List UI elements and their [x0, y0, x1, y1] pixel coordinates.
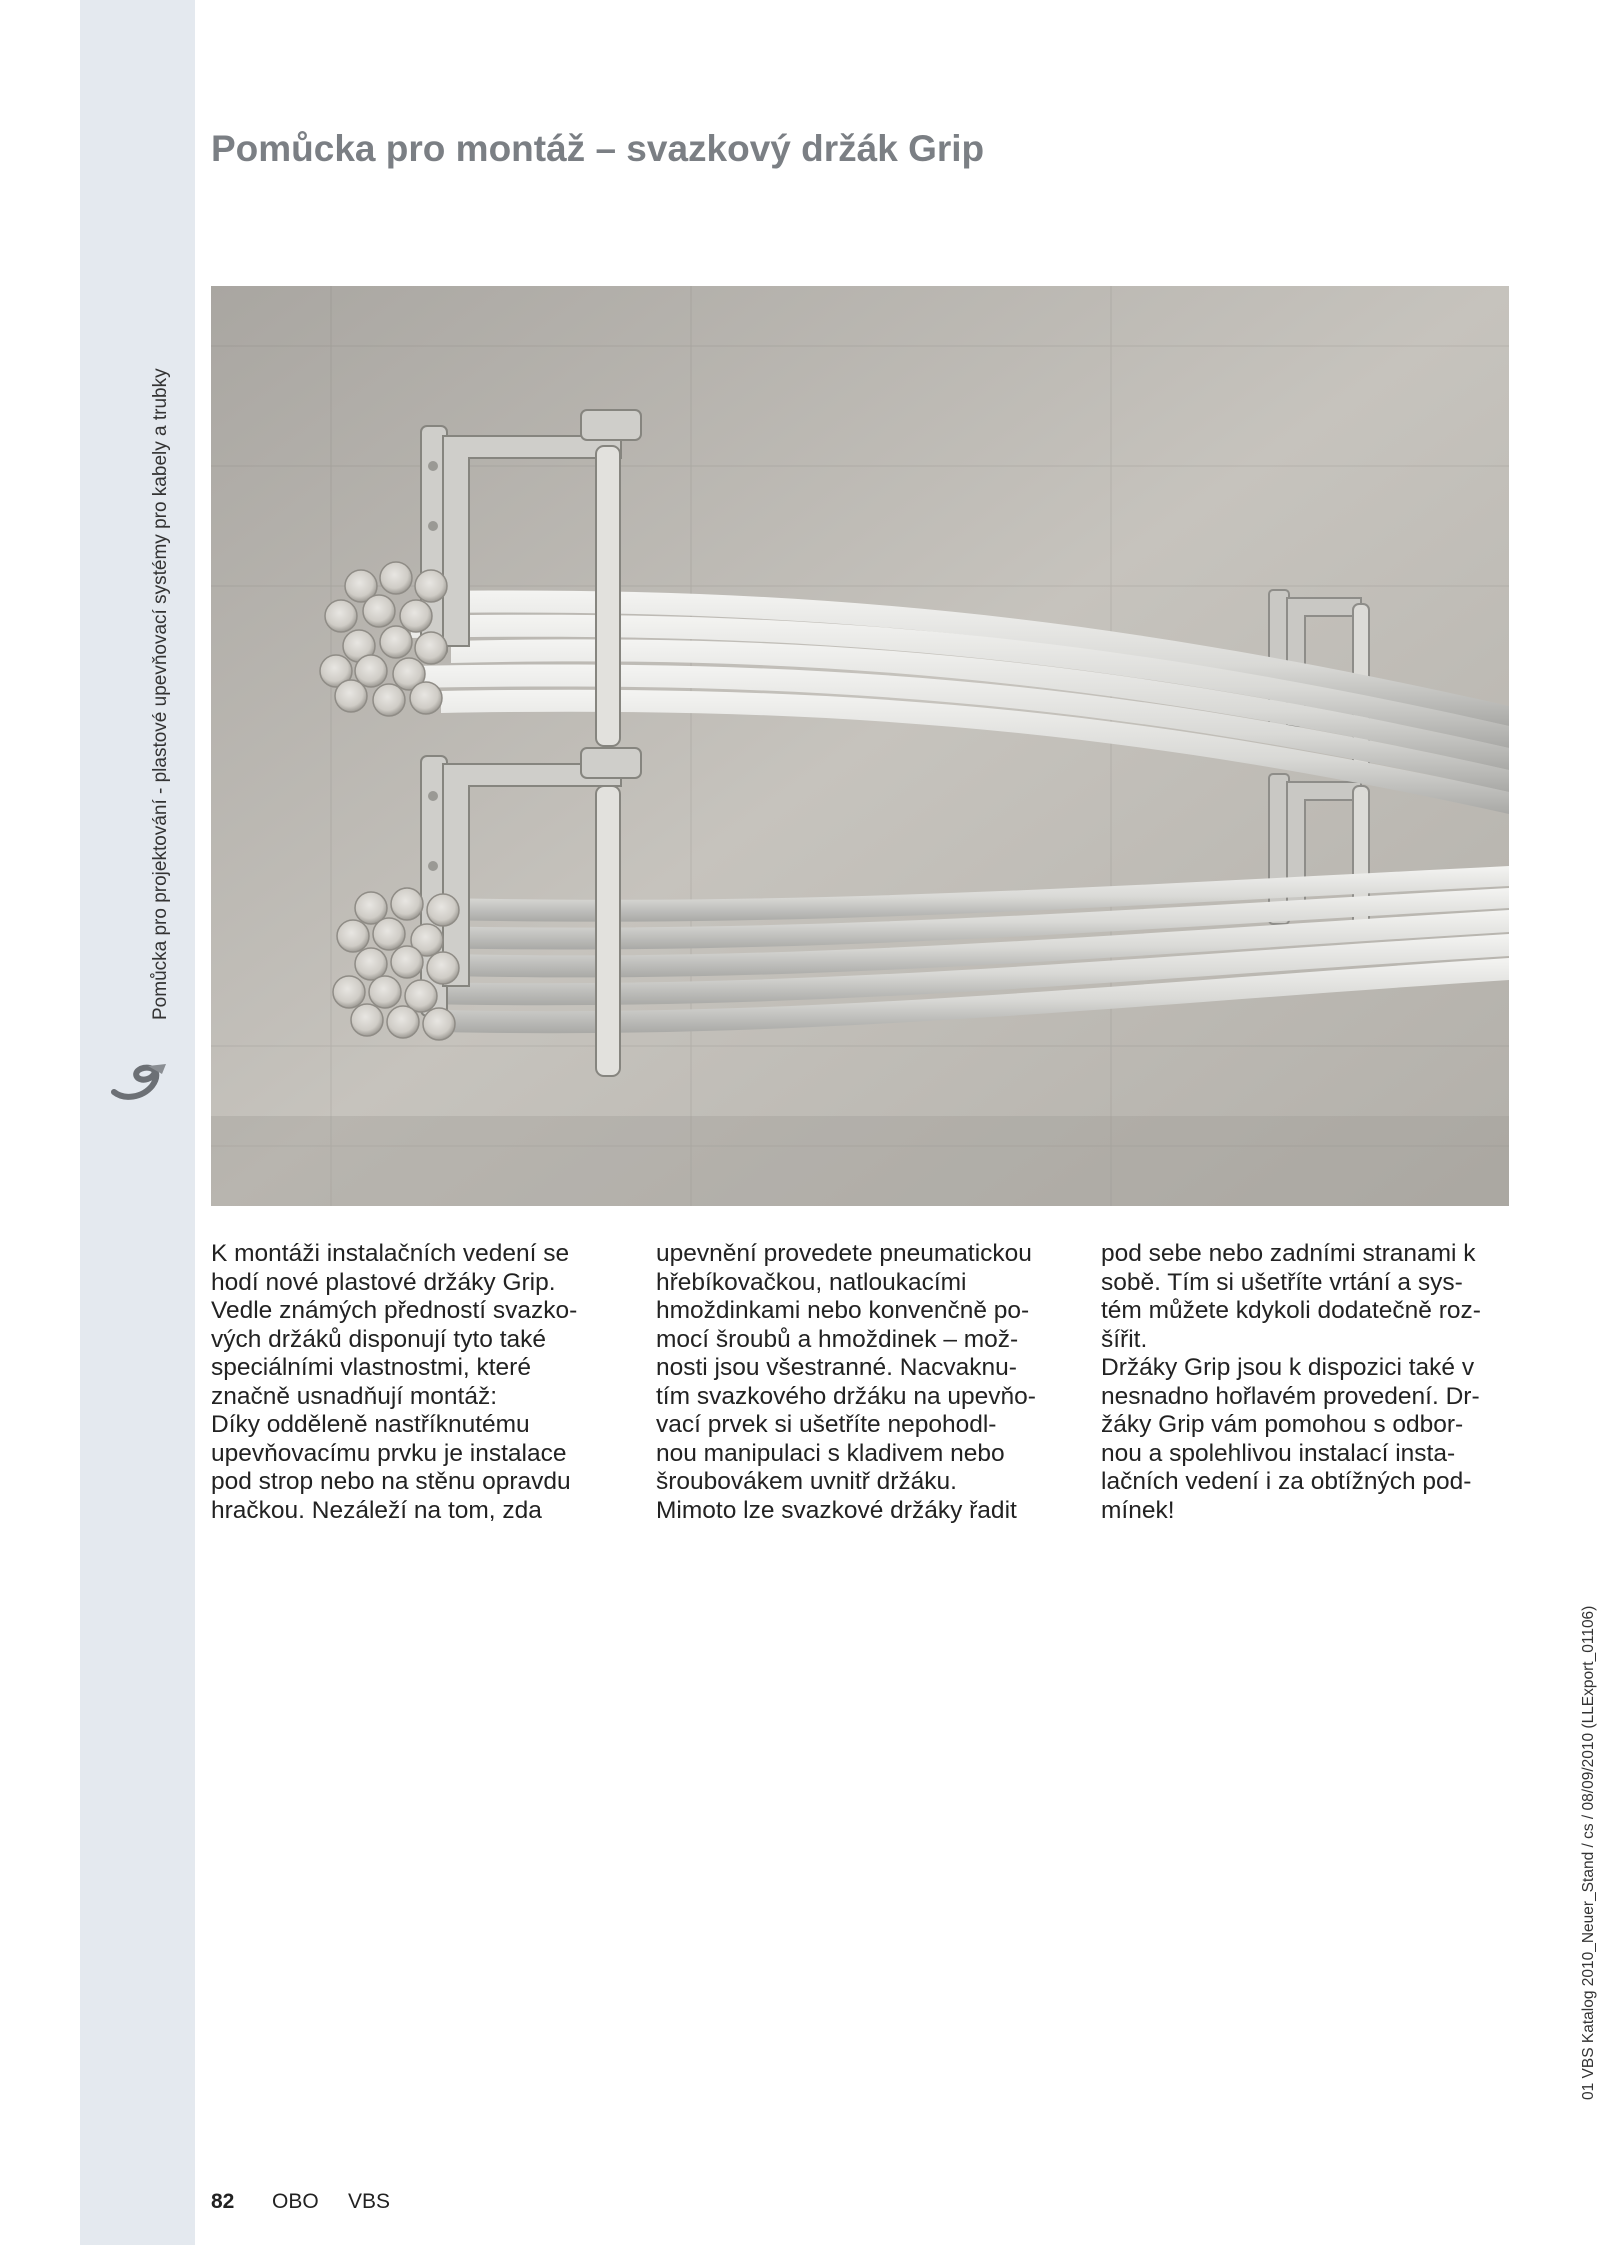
- text-line: vací prvek si ušetříte nepohodl-: [656, 1411, 997, 1438]
- text-line: nesnadno hořlavém provedení. Dr-: [1101, 1382, 1480, 1410]
- text-line: speciálními vlastnostmi, které: [211, 1354, 531, 1381]
- text-line: upevňovacímu prvku je instalace: [211, 1439, 567, 1467]
- text-line: značně usnadňují montáž:: [211, 1382, 498, 1410]
- body-column-2: [656, 1240, 1061, 1525]
- text-line: mocí šroubů a hmoždinek – mož-: [656, 1325, 1019, 1353]
- text-line: šířit.: [1101, 1325, 1148, 1353]
- text-line: hřebíkovačkou, natloukacími: [656, 1268, 967, 1296]
- text-line: pod sebe nebo zadními stranami k: [1101, 1240, 1476, 1267]
- page-number: 82: [211, 2190, 235, 2213]
- sidebar-band: [80, 0, 195, 2245]
- text-line: Díky odděleně nastříknutému: [211, 1411, 530, 1438]
- product-photo: [211, 286, 1509, 1206]
- obo-logo-icon: [108, 1062, 170, 1102]
- text-line: pod strop nebo na stěnu opravdu: [211, 1468, 571, 1495]
- text-line: tím svazkového držáku na upevňo-: [656, 1382, 1036, 1410]
- text-line: hodí nové plastové držáky Grip.: [211, 1268, 556, 1296]
- text-line: Držáky Grip jsou k dispozici také v: [1101, 1354, 1475, 1381]
- text-line: hračkou. Nezáleží na tom, zda: [211, 1496, 542, 1524]
- text-line: vých držáků disponují tyto také: [211, 1325, 547, 1353]
- text-line: K montáži instalačních vedení se: [211, 1240, 570, 1267]
- text-line: Mimoto lze svazkové držáky řadit: [656, 1496, 1017, 1524]
- body-column-3: [1101, 1240, 1506, 1525]
- text-line: lačních vedení i za obtížných pod-: [1101, 1468, 1472, 1495]
- text-line: Vedle známých předností svazko-: [211, 1297, 578, 1324]
- text-line: nou manipulaci s kladivem nebo: [656, 1439, 1005, 1467]
- sidebar-vertical-title: Pomůcka pro projektování - plastové upevňovací systémy pro kabely a trubky: [150, 368, 171, 1020]
- text-line: hmoždinkami nebo konvenčně po-: [656, 1297, 1030, 1324]
- text-line: mínek!: [1101, 1496, 1175, 1524]
- text-line: nosti jsou všestranné. Nacvaknu-: [656, 1354, 1017, 1381]
- text-line: nou a spolehlivou instalací insta-: [1101, 1439, 1456, 1467]
- page-title: Pomůcka pro montáž – svazkový držák Grip: [211, 128, 985, 169]
- text-line: upevnění provedete pneumatickou: [656, 1240, 1032, 1267]
- footer-brand-vbs: VBS: [348, 2190, 391, 2213]
- body-column-1: [211, 1240, 616, 1525]
- text-line: tém můžete kdykoli dodatečně roz-: [1101, 1297, 1481, 1324]
- text-line: sobě. Tím si ušetříte vrtání a sys-: [1101, 1268, 1463, 1296]
- catalog-reference: 01 VBS Katalog 2010_Neuer_Stand / cs / 08/09/2010 (LLExport_01106): [1580, 1605, 1597, 2100]
- text-line: šroubovákem uvnitř držáku.: [656, 1468, 957, 1495]
- footer-brand-obo: OBO: [272, 2190, 319, 2213]
- text-line: žáky Grip vám pomohou s odbor-: [1101, 1411, 1464, 1438]
